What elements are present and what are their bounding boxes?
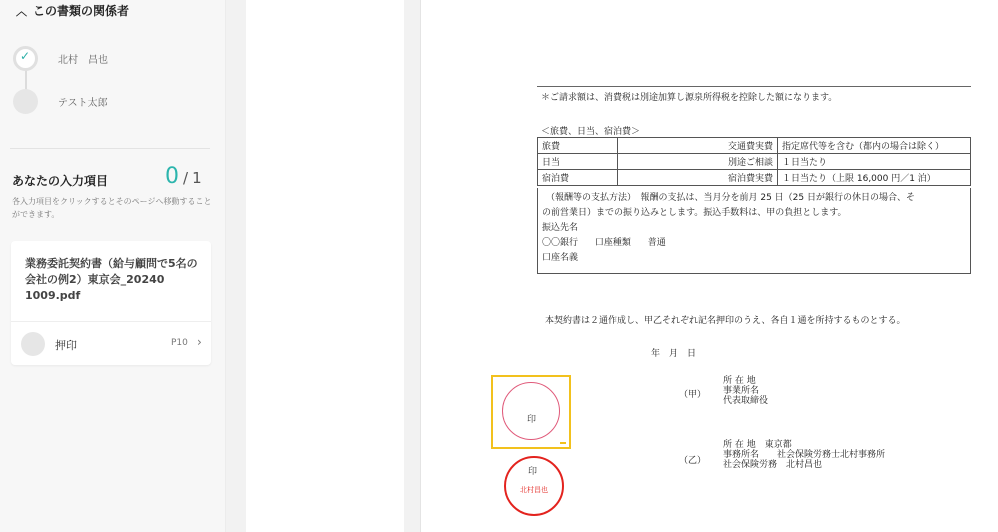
table-row [538,154,971,170]
seal-mark: 印 [528,467,538,477]
payment-method-box [537,188,971,274]
table-row [538,170,971,186]
input-items-title: あなたの入力項目 [12,174,109,188]
applied-stamp [504,456,564,516]
table-cell: 別途ご相談 [618,154,778,170]
bank-name: 〇〇銀行 [542,238,579,248]
party-b-office: 事務所名 社会保険労務士北村事務所 [723,450,886,460]
chevron-right-icon: › [197,335,202,349]
party-a-label: （甲） [679,390,707,400]
chevron-up-icon: ︿ [16,4,27,18]
stakeholders-header[interactable] [16,2,129,19]
party-b-block [723,440,885,470]
resize-handle[interactable] [560,442,566,444]
stakeholder-list [0,38,226,128]
task-label: 押印 [55,339,77,352]
counter-separator: / [183,169,189,187]
input-items-description: 各入力項目をクリックするとそのページへ移動することができます。 [12,197,212,219]
document-filename: 業務委託契約書（給与顧問で5名の会社の例2）東京会_20240 1009.pdf [25,257,198,302]
total-count: 1 [192,169,202,187]
task-page-number: P10 [171,338,188,348]
completed-count: 0 [165,164,179,189]
page-thumbnail-strip[interactable] [246,0,404,532]
party-b-address: 所 在 地 東京都 [723,440,792,450]
contract-date: 年 月 日 [651,349,697,359]
seal-placeholder-ring [502,382,560,440]
payment-text: （報酬等の支払方法） 報酬の支払は、当月分を前月 25 日（25 日が銀行の休日の場合、そ [546,193,915,203]
account-holder-label: 口座名義 [542,253,579,263]
table-cell: １日当たり（上限 16,000 円／1 泊） [778,170,971,186]
account-type-label: 口座種類 [594,238,631,248]
payment-text: の前営業日）までの振り込みとします。振込手数料は、甲の負担とします。 [542,208,847,218]
stakeholder-name: テスト太郎 [58,98,108,109]
party-b-label: （乙） [679,456,707,466]
check-icon: ✓ [20,49,31,63]
account-type: 普通 [647,238,666,248]
seal-input-field[interactable] [491,375,571,449]
task-status-indicator [21,332,45,356]
page-rule [537,86,971,87]
document-card [11,241,211,365]
sidebar [0,0,226,532]
table-cell: 宿泊費 [538,170,618,186]
table-cell: 旅費 [538,138,618,154]
party-a-office: 事業所名 [723,386,760,396]
party-b-representative: 社会保険労務 北村昌也 [723,460,823,470]
table-cell: 指定席代等を含む（都内の場合は除く） [778,138,971,154]
tax-note: ＊ご請求額は、消費税は別途加算し源泉所得税を控除した額になります。 [541,93,838,103]
step-done-indicator [13,46,38,71]
bank-row [542,236,966,251]
party-a-block [723,376,768,406]
party-a-address: 所 在 地 [723,376,756,386]
document-page [420,0,998,532]
table-cell: 交通費実費 [618,138,778,154]
stakeholders-title: この書類の関係者 [33,4,130,18]
step-pending-indicator [13,89,38,114]
section-divider [10,148,210,149]
stakeholder-name: 北村 昌也 [58,55,108,66]
bank-label: 振込先名 [542,223,579,233]
table-cell: 日当 [538,154,618,170]
table-row [538,138,971,154]
travel-heading: ＜旅費、日当、宿泊費＞ [541,127,641,137]
table-cell: 宿泊費実費 [618,170,778,186]
stamp-name: 北村昌也 [520,486,548,494]
contract-clause: 本契約書は２通作成し、甲乙それぞれ記名押印のうえ、各自１通を所持するものとする。 [545,316,906,326]
input-progress-counter [165,164,202,189]
input-task-stamp[interactable] [11,322,211,365]
expense-table [537,137,971,186]
seal-mark: 印 [527,415,537,425]
table-cell: １日当たり [778,154,971,170]
stakeholder-item [13,46,213,72]
stakeholder-item [13,89,213,115]
party-a-representative: 代表取締役 [723,396,769,406]
